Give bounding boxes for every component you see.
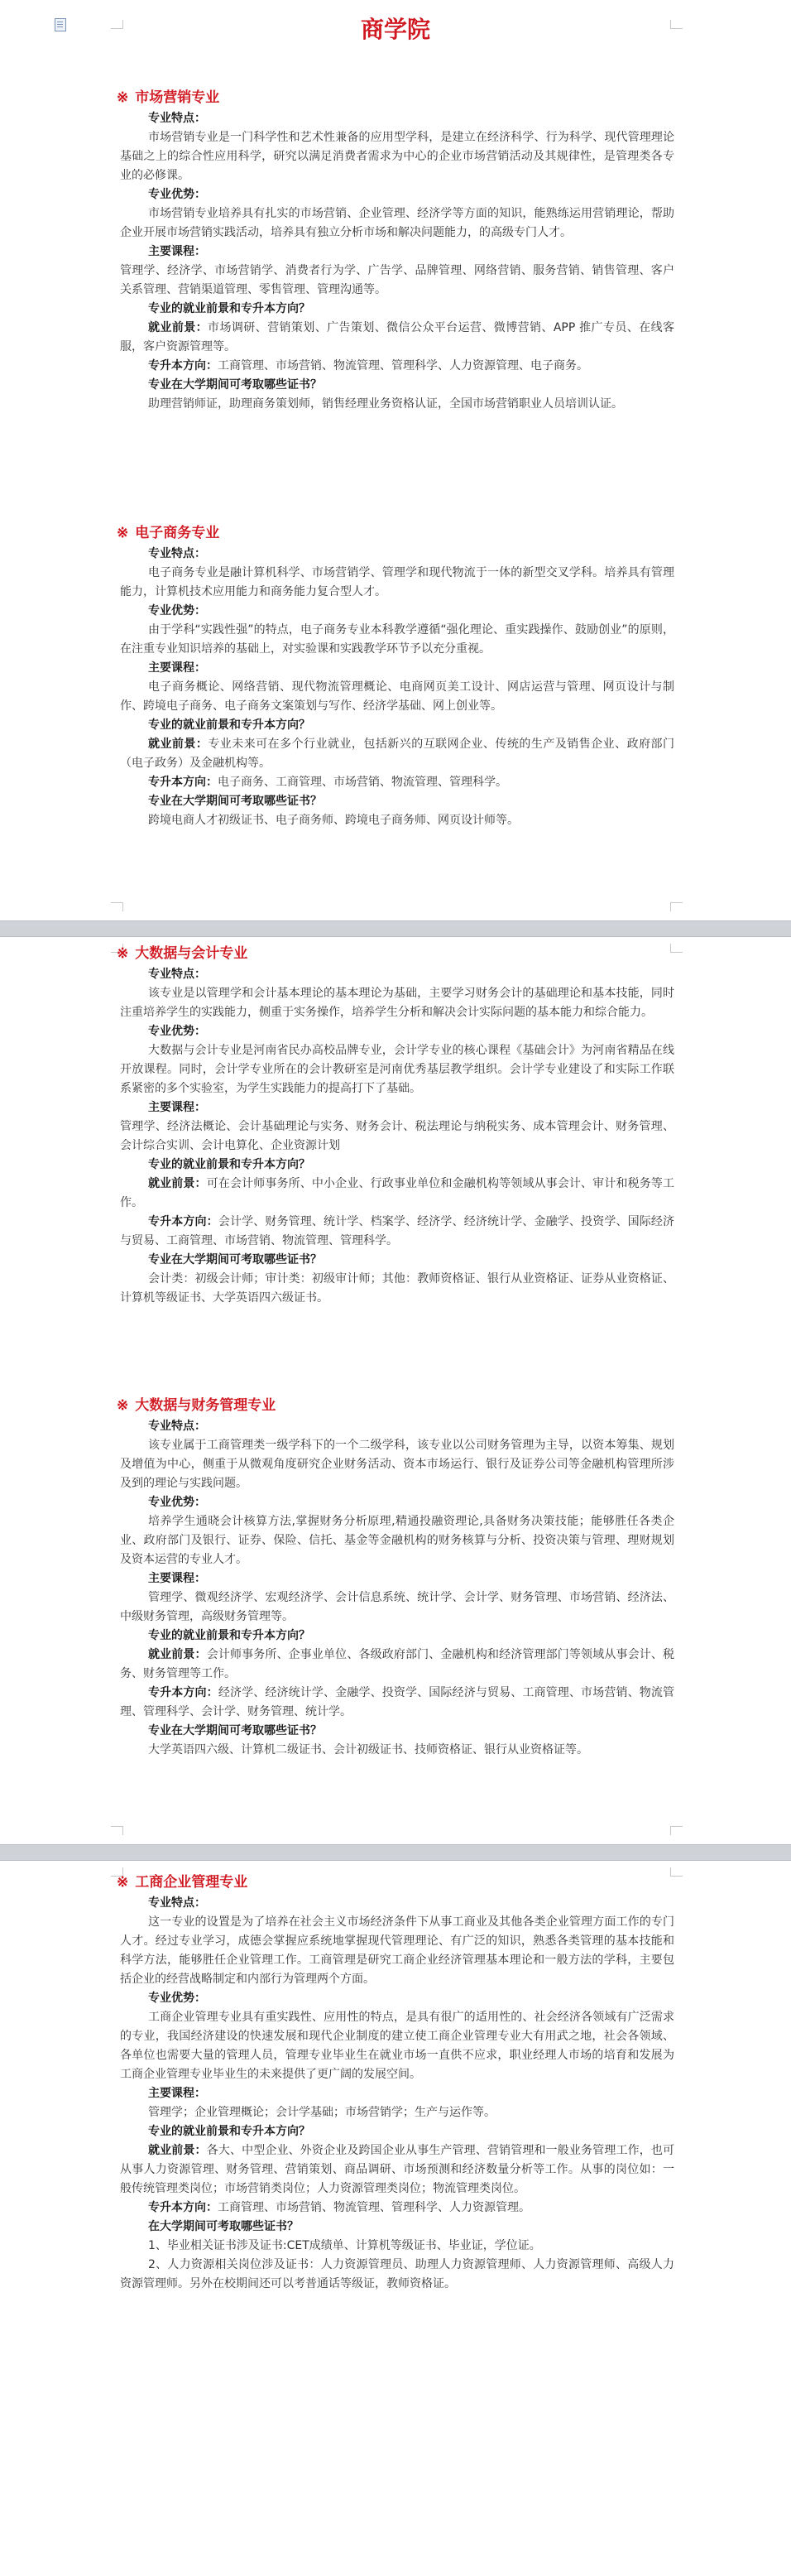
cert-text: 跨境电商人才初级证书、电子商务师、跨境电子商务师、网页设计师等。 — [148, 814, 519, 827]
upgrade-value: 经济学、经济统计学、金融学、投资学、国际经济与贸易、工商管理、市场营销、物流管理、管理科学、会计学、财务管理、统计学。 — [120, 1686, 675, 1718]
features-text: 这一专业的设置是为了培养在社会主义市场经济条件下从事工商业及其他各类企业管理方面工作的专门人才。经过专业学习，成德会掌握应系统地掌握现代管理理论、有广泛的知识，熟悉各类管理的基本技能和科学方法，能够胜任企业管理工作。工商管理是研究工商企业经济管理基本理论和一般方法的学科，主要包括企业的经营战略制定和内部行为管理两个方面。 — [120, 1915, 674, 1986]
advantage-text: 由于学科“实践性强”的特点，电子商务专业本科教学遵循“强化理论、重实践操作、鼓励创业”的原则，在注重专业知识培养的基础上，对实验课和实践教学环节予以充分重视。 — [120, 623, 674, 656]
career-label: 专业的就业前景和专升本方向？ — [148, 718, 310, 732]
cert-line: 1、毕业相关证书涉及证书:CET成绩单、计算机等级证书、毕业证，学位证。 — [148, 2239, 541, 2252]
section-ecommerce — [117, 523, 675, 830]
employment-value: 可在会计师事务所、中小企业、行政事业单位和金融机构等领域从事会计、审计和税务等工作。 — [120, 1177, 675, 1209]
advantage-label: 专业优势： — [148, 188, 206, 201]
section-business-management — [117, 1872, 675, 2294]
features-label: 专业特点： — [148, 112, 206, 125]
employment-text — [120, 1646, 674, 1684]
reference-mark: ※ — [117, 945, 129, 962]
employment-key: 就业前景： — [148, 1648, 207, 1661]
advantage-text: 培养学生通晓会计核算方法,掌握财务分析原理,精通投融资理论,具备财务决策技能；能够胜任各类企业、政府部门及银行、证券、保险、信托、基金等金融机构的财务核算与分析、投资决策与管理、理财规划及资本运营的专业人才。 — [120, 1515, 674, 1566]
upgrade-value: 会计学、财务管理、统计学、档案学、经济学、经济统计学、金融学、投资学、国际经济与贸易、工商管理、市场营销、物流管理、管理科学。 — [120, 1215, 675, 1247]
advantage-label: 专业优势： — [148, 1992, 206, 2005]
advantage-label: 专业优势： — [148, 604, 206, 618]
employment-key: 就业前景： — [148, 1177, 207, 1190]
cert-label: 专业在大学期间可考取哪些证书？ — [148, 1253, 322, 1266]
courses-label: 主要课程： — [148, 245, 206, 258]
features-text: 该专业属于工商管理类一级学科下的一个二级学科，该专业以公司财务管理为主导，以资本筹集、规划及增值为中心，侧重于从微观角度研究企业财务活动、资本市场运行、银行及证券公司等金融机构管理所涉及到的理论与实践问题。 — [120, 1439, 674, 1490]
cert-label: 专业在大学期间可考取哪些证书？ — [148, 795, 322, 808]
cert-label: 在大学期间可考取哪些证书？ — [148, 2220, 299, 2233]
upgrade-value: 工商管理、市场营销、物流管理、管理科学、人力资源管理、电子商务。 — [218, 359, 588, 372]
upgrade-key: 专升本方向： — [148, 1215, 218, 1228]
features-text: 该专业是以管理学和会计基本理论的基本理论为基础，主要学习财务会计的基础理论和基本技能，同时注重培养学生的实践能力，侧重于实务操作，培养学生分析和解决会计实际问题的基本能力和综合能力。 — [120, 987, 674, 1019]
employment-key: 就业前景： — [148, 738, 209, 751]
features-text: 市场营销专业是一门科学性和艺术性兼备的应用型学科，是建立在经济科学、行为科学、现代管理理论基础之上的综合性应用科学，研究以满足消费者需求为中心的企业市场营销活动及其规律性，是管理类各专业的必修课。 — [120, 131, 674, 182]
page-break — [0, 920, 791, 937]
reference-mark: ※ — [117, 89, 129, 106]
career-label: 专业的就业前景和专升本方向？ — [148, 1158, 310, 1171]
advantage-label: 专业优势： — [148, 1496, 206, 1509]
section-title — [117, 944, 674, 964]
section-title-text: 电子商务专业 — [135, 525, 220, 541]
courses-text: 管理学、经济法概论、会计基础理论与实务、财务会计、税法理论与纳税实务、成本管理会计、财务管理、会计综合实训、会计电算化、企业资源计划 — [120, 1120, 674, 1152]
employment-value: 市场调研、营销策划、广告策划、微信公众平台运营、微博营销、APP 推广专员、在线客服，客户资源管理等。 — [120, 321, 675, 353]
page-corner-mark — [111, 1826, 123, 1835]
page-corner-mark — [670, 902, 683, 911]
employment-key: 就业前景： — [148, 321, 209, 334]
upgrade-value: 工商管理、市场营销、物流管理、管理科学、人力资源管理。 — [218, 2201, 530, 2214]
employment-text — [120, 319, 674, 357]
section-marketing — [117, 88, 675, 414]
upgrade-text — [120, 1684, 674, 1722]
courses-label: 主要课程： — [148, 2087, 206, 2100]
features-label: 专业特点： — [148, 1896, 206, 1910]
upgrade-text — [120, 2199, 674, 2218]
courses-label: 主要课程： — [148, 1101, 206, 1114]
upgrade-key: 专升本方向： — [148, 1686, 218, 1699]
section-title — [117, 523, 674, 543]
advantage-label: 专业优势： — [148, 1025, 206, 1038]
cert-text: 会计类：初级会计师；审计类：初级审计师；其他：教师资格证、银行从业资格证、证券从业资格证、计算机等级证书、大学英语四六级证书。 — [120, 1272, 674, 1305]
features-label: 专业特点： — [148, 1420, 206, 1433]
upgrade-key: 专升本方向： — [148, 776, 218, 789]
employment-key: 就业前景： — [148, 2144, 207, 2157]
employment-text — [120, 1175, 674, 1213]
advantage-text: 大数据与会计专业是河南省民办高校品牌专业，会计学专业的核心课程《基础会计》为河南省精品在线开放课程。同时，会计学专业所在的会计教研室是河南优秀基层教学组织。会计学专业建设了和实际工作联系紧密的多个实验室，为学生实践能力的提高打下了基础。 — [120, 1044, 674, 1095]
page-break — [0, 1844, 791, 1861]
courses-text: 管理学、经济学、市场营销学、消费者行为学、广告学、品牌管理、网络营销、服务营销、销售管理、客户关系管理、营销渠道管理、零售管理、管理沟通等。 — [120, 264, 674, 296]
employment-value: 会计师事务所、企事业单位、各级政府部门、金融机构和经济管理部门等领域从事会计、税务、财务管理等工作。 — [120, 1648, 675, 1680]
page-corner-mark — [111, 902, 123, 911]
section-bigdata-accounting — [117, 944, 675, 1308]
career-label: 专业的就业前景和专升本方向？ — [148, 302, 310, 315]
employment-text — [120, 2141, 674, 2199]
courses-label: 主要课程： — [148, 661, 206, 675]
section-title — [117, 88, 674, 108]
courses-text: 电子商务概论、网络营销、现代物流管理概论、电商网页美工设计、网店运营与管理、网页设计与制作、跨境电子商务、电子商务文案策划与写作、经济学基础、网上创业等。 — [120, 680, 674, 713]
cert-label: 专业在大学期间可考取哪些证书？ — [148, 378, 322, 392]
section-title-text: 工商企业管理专业 — [135, 1874, 248, 1891]
courses-text: 管理学、微观经济学、宏观经济学、会计信息系统、统计学、会计学、财务管理、市场营销、经济法、中级财务管理，高级财务管理等。 — [120, 1591, 674, 1623]
features-text: 电子商务专业是融计算机科学、市场营销学、管理学和现代物流于一体的新型交叉学科。培养具有管理能力，计算机技术应用能力和商务能力复合型人才。 — [120, 566, 674, 598]
page-corner-mark — [670, 1826, 683, 1835]
career-label: 专业的就业前景和专升本方向？ — [148, 1629, 310, 1642]
upgrade-text — [120, 773, 674, 792]
page-title: 商学院 — [360, 16, 430, 43]
courses-label: 主要课程： — [148, 1572, 206, 1585]
section-title — [117, 1396, 674, 1415]
section-bigdata-finance — [117, 1396, 675, 1760]
cert-text: 大学英语四六级、计算机二级证书、会计初级证书、技师资格证、银行从业资格证等。 — [148, 1743, 588, 1757]
upgrade-text — [120, 1213, 674, 1251]
features-label: 专业特点： — [148, 968, 206, 981]
upgrade-key: 专升本方向： — [148, 359, 218, 372]
section-title-text: 大数据与会计专业 — [135, 945, 248, 962]
employment-value: 各大、中型企业、外资企业及跨国企业从事生产管理、营销管理和一般业务管理工作，也可从事人力资源管理、财务管理、营销策划、商品调研、市场预测和经济数量分析等工作。从事的岗位如：一般传统管理类岗位；市场营销类岗位；人力资源管理类岗位；物流管理类岗位。 — [120, 2144, 675, 2195]
cert-text: 助理营销师证，助理商务策划师，销售经理业务资格认证，全国市场营销职业人员培训认证。 — [148, 397, 623, 411]
upgrade-value: 电子商务、工商管理、市场营销、物流管理、管理科学。 — [218, 776, 507, 789]
section-title-text: 市场营销专业 — [135, 89, 220, 106]
upgrade-text — [120, 357, 674, 376]
features-label: 专业特点： — [148, 547, 206, 560]
cert-line: 2、人力资源相关岗位涉及证书：人力资源管理员、助理人力资源管理师、人力资源管理师、高级人力资源管理师。另外在校期间还可以考普通话等级证，教师资格证。 — [120, 2258, 674, 2290]
reference-mark: ※ — [117, 1397, 129, 1414]
reference-mark: ※ — [117, 1874, 129, 1891]
upgrade-key: 专升本方向： — [148, 2201, 218, 2214]
advantage-text: 工商企业管理专业具有重实践性、应用性的特点，是具有很广的适用性的、社会经济各领域有广泛需求的专业，我国经济建设的快速发展和现代企业制度的建立使工商企业管理专业大有用武之地，社会各领域、各单位也需要大量的管理人员，管理专业毕业生在就业市场一直供不应求，职业经理人市场的培育和发展为工商企业管理专业毕业生的未来提供了更广阔的发展空间。 — [120, 2011, 674, 2081]
employment-value: 专业未来可在多个行业就业，包括新兴的互联网企业、传统的生产及销售企业、政府部门（电子政务）及金融机构等。 — [120, 738, 675, 770]
reference-mark: ※ — [117, 525, 129, 541]
career-label: 专业的就业前景和专升本方向？ — [148, 2125, 310, 2138]
employment-text — [120, 735, 674, 773]
cert-label: 专业在大学期间可考取哪些证书？ — [148, 1724, 322, 1737]
courses-text: 管理学；企业管理概论；会计学基础；市场营销学；生产与运作等。 — [148, 2106, 496, 2119]
section-title-text: 大数据与财务管理专业 — [135, 1397, 276, 1414]
advantage-text: 市场营销专业培养具有扎实的市场营销、企业管理、经济学等方面的知识，能熟练运用营销理论，帮助企业开展市场营销实践活动，培养具有独立分析市场和解决问题能力，的高级专门人才。 — [120, 207, 674, 239]
section-title — [117, 1872, 674, 1892]
